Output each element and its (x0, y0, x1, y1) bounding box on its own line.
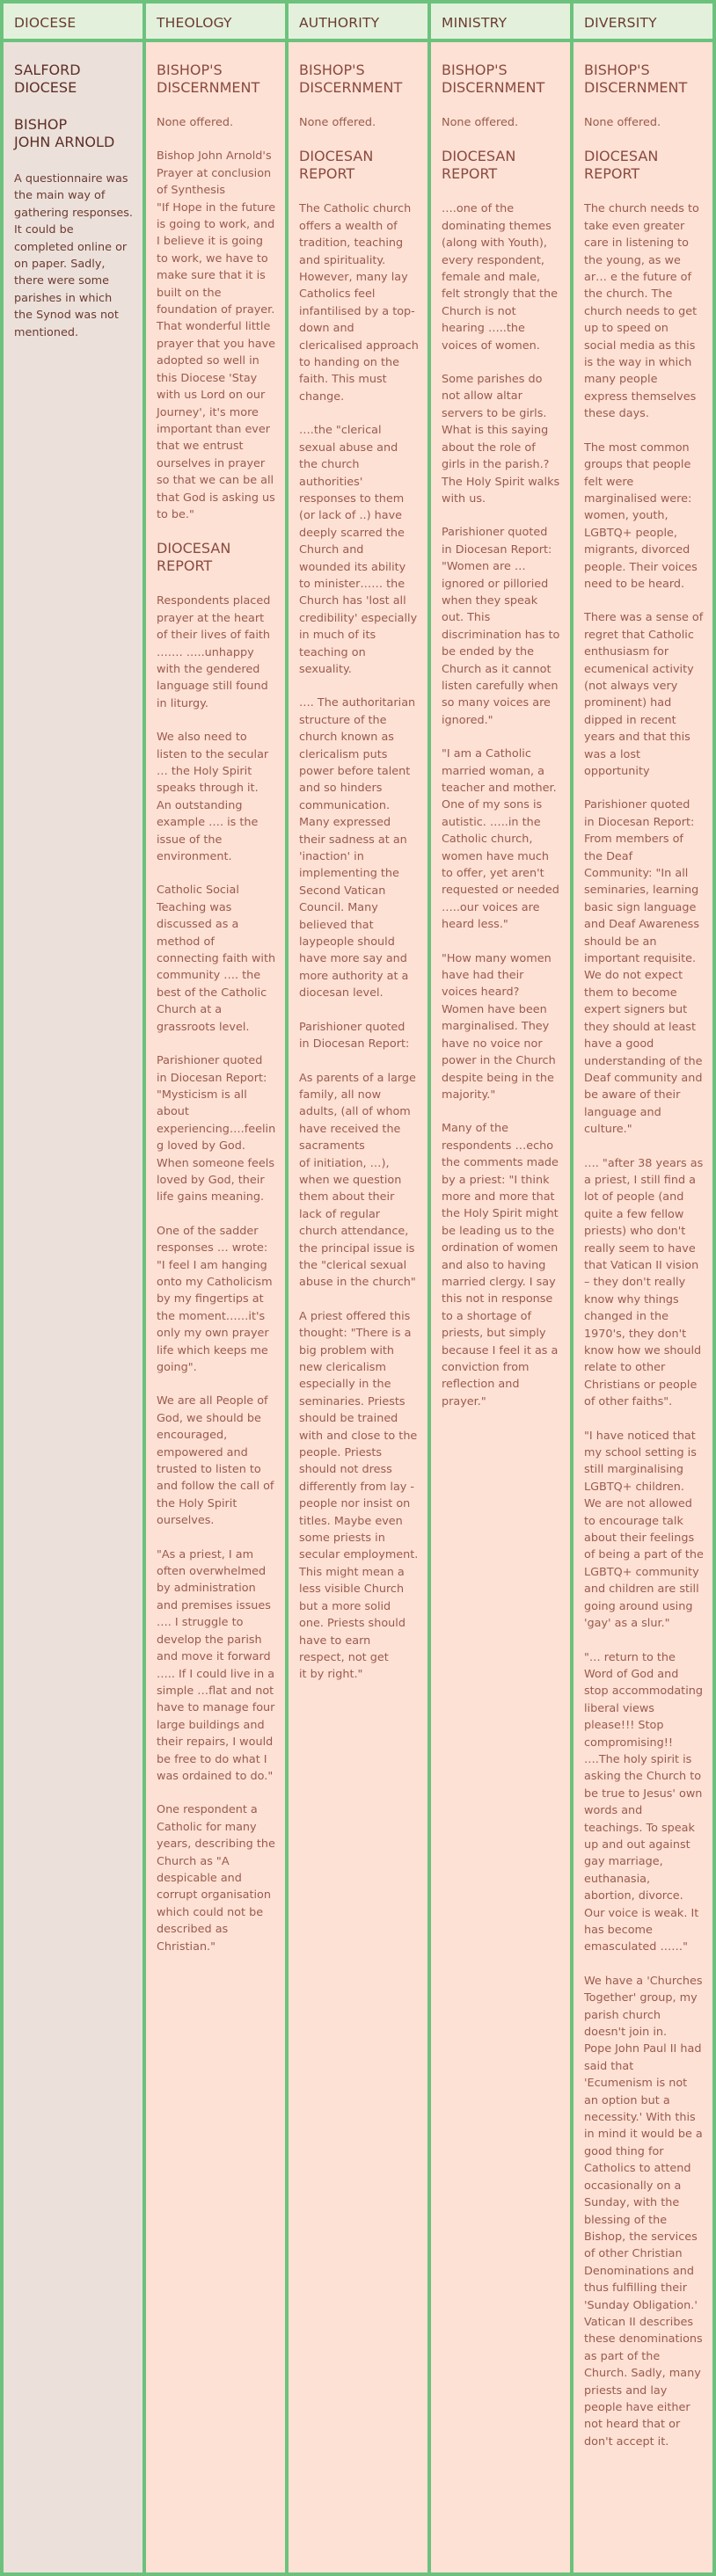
header-authority: AUTHORITY (289, 4, 427, 42)
paragraph: ….one of the dominating themes (along with Youth), every respondent, female and male, felt strongly that the Church is not hearing …..the voices of women. (442, 202, 558, 353)
bishops-discernment-heading: BISHOP'S DISCERNMENT (584, 62, 688, 96)
paragraph: Catholic Social Teaching was discussed as a method of connecting faith with community …. the best of the Catholic Church at a grassroots level. (157, 884, 276, 1034)
header-diocese: DIOCESE (4, 4, 142, 42)
authority-bishop-list (299, 114, 419, 131)
paragraph: None offered. (584, 116, 661, 129)
paragraph: We have a 'Churches Together' group, my parish church doesn't join in. Pope John Paul II had said that 'Ecumenism is not an option but a necessity.' With this in mind it would be a good thing for Catholics to attend occasionally on a Sunday, with the blessing of the Bishop, the services of other Christian Denominations and thus fulfilling their 'Sunday Obligation.' Vatican II describes these denominations as part of the Church. Sadly, many priests and lay people have either not heard that or don't accept it. (584, 1974, 703, 2449)
paragraph: The Catholic church offers a wealth of tradition, teaching and spirituality. However, many lay Catholics feel infantilised by a top-down and clericalised approach to handing on the faith. This must change. (299, 202, 419, 404)
bishops-discernment-heading: BISHOP'S DISCERNMENT (157, 62, 260, 96)
paragraph: One respondent a Catholic for many years, describing the Church as "A despicable and corrupt organisation which could not be described as Christian." (157, 1803, 275, 1954)
paragraph: None offered. (299, 116, 376, 129)
ministry-bishop-list (442, 114, 561, 131)
column-diversity (574, 4, 712, 2572)
diversity-bishop-list (584, 114, 704, 131)
diocesan-report-heading: DIOCESAN REPORT (584, 148, 659, 183)
paragraph: The church needs to take even greater care in listening to the young, as we ar… e the future of the church. The church needs to get up to speed on social media as this is the way in which many people express themselves these days. (584, 202, 699, 421)
paragraph: Bishop John Arnold's Prayer at conclusion of Synthesis "If Hope in the future is going to work, and I believe it is going to work, we have to make sure that it is built on the foundation of prayer. That wonderful little prayer that you have adopted so well in this Diocese 'Stay with us Lord on our Journey', it's more important than ever that we entrust ourselves in prayer so that we can be all that God is asking us to be." (157, 149, 276, 521)
header-ministry: MINISTRY (431, 4, 570, 42)
paragraph: Respondents placed prayer at the heart of their lives of faith ……. …..unhappy with the gendered language still found in liturgy. (157, 594, 271, 710)
bishop-name: BISHOP JOHN ARNOLD (14, 116, 115, 150)
diversity-report-list (584, 200, 704, 2450)
theology-bishop-list (157, 114, 276, 523)
bishops-discernment-heading: BISHOP'S DISCERNMENT (442, 62, 545, 96)
paragraph: ….the "clerical sexual abuse and the church authorities' responses to them (or lack of ..) have deeply scarred the Church and wounded its ability to minister…… the Church has 'lost all credibility' especially in much of its teaching on sexuality. (299, 424, 418, 676)
ministry-report-list (442, 200, 561, 1410)
paragraph: "I have noticed that my school setting is still marginalising LGBTQ+ children. We are not allowed to encourage talk about their feelings of being a part of the LGBTQ+ community and children are still going around using 'gay' as a slur." (584, 1429, 704, 1631)
diocesan-report-heading: DIOCESAN REPORT (299, 148, 374, 183)
paragraph: Parishioner quoted in Diocesan Report: (299, 1020, 410, 1052)
paragraph: We are all People of God, we should be encouraged, empowered and trusted to listen to and follow the call of the Holy Spirit ourselves. (157, 1394, 274, 1528)
paragraph: "As a priest, I am often overwhelmed by administration and premises issues …. I struggle to develop the parish and move it forward ….. If I could live in a simple …flat and not have to manage four large buildings and their repairs, I would be free to do what I was ordained to do." (157, 1547, 275, 1783)
diocese-name: SALFORD DIOCESE (14, 62, 81, 96)
column-theology (146, 4, 289, 2572)
paragraph: …. The authoritarian structure of the church known as clericalism puts power before talent and so hinders communication. Many expressed their sadness at an 'inaction' in implementing the Second Vatican Council. Many believed that laypeople should have more say and more authority at a diocesan level. (299, 696, 416, 1001)
paragraph: …. "after 38 years as a priest, I still find a lot of people (and quite a few fellow priests) who don't really seem to have that Vatican II vision – they don't really know why things changed in the 1970's, they don't know how we should relate to other Christians or people of other faiths". (584, 1156, 704, 1409)
paragraph: There was a sense of regret that Catholic enthusiasm for ecumenical activity (not always very prominent) had dipped in recent years and that this was a lost opportunity (584, 611, 704, 778)
paragraph: Parishioner quoted in Diocesan Report: "Women are … ignored or pilloried when they speak out. This discrimination has to be ended by the Church as it cannot listen carefully when so many voices are ignored." (442, 526, 560, 727)
bishops-discernment-heading: BISHOP'S DISCERNMENT (299, 62, 403, 96)
header-diversity: DIVERSITY (574, 4, 712, 42)
paragraph: Parishioner quoted in Diocesan Report: From members of the Deaf Community: "In all seminaries, learning basic sign language and Deaf Awareness should be an important requisite. We do not expect them to become expert signers but they should at least have a good understanding of the Deaf community and be aware of their language and culture." (584, 798, 703, 1137)
theology-report-list (157, 593, 276, 1955)
column-diocese (4, 4, 146, 2572)
paragraph: The most common groups that people felt were marginalised were: women, youth, LGBTQ+ people, migrants, divorced people. Their voices need to be heard. (584, 440, 698, 591)
column-ministry (431, 4, 574, 2572)
paragraph: One of the sadder responses … wrote: "I feel I am hanging onto my Catholicism by my fingertips at the moment……it's only my own prayer life which keeps me going". (157, 1224, 273, 1374)
paragraph: None offered. (442, 116, 519, 129)
paragraph: Many of the respondents …echo the comments made by a priest: "I think more and more that the Holy Spirit might be leading us to the ordination of women and also to having married clergy. I say this not in response to a shortage of priests, but simply because I feel it as a conviction from reflection and prayer." (442, 1122, 559, 1408)
paragraph: Some parishes do not allow altar servers to be girls. What is this saying about the role of girls in the parish.? The Holy Spirit walks with us. (442, 373, 560, 506)
paragraph: "How many women have had their voices heard? Women have been marginalised. They have no voice nor power in the Church despite being in the majority." (442, 951, 556, 1102)
paragraph: None offered. (157, 116, 234, 129)
column-authority (289, 4, 431, 2572)
authority-report-list (299, 200, 419, 1683)
paragraph: We also need to listen to the secular … the Holy Spirit speaks through it. An outstanding example …. is the issue of the environment. (157, 731, 269, 864)
paragraph: "… return to the Word of God and stop accommodating liberal views please!!! Stop compromising!! ….The holy spirit is asking the Church to be true to Jesus' own words and teachings. To speak up and out against gay marriage, euthanasia, abortion, divorce. Our voice is weak. It has become emasculated ……" (584, 1650, 703, 1954)
diocese-description: A questionnaire was the main way of gathering responses. It could be completed online or on paper. Sadly, there were some parishes in which the Synod was not mentioned. (14, 172, 133, 339)
paragraph: As parents of a large family, all now adults, (all of whom have received the sacraments of initiation, …), when we question them about their lack of regular church attendance, the principal issue is the "clerical sexual abuse in the church" (299, 1071, 416, 1290)
header-theology: THEOLOGY (146, 4, 285, 42)
paragraph: Parishioner quoted in Diocesan Report: "Mysticism is all about experiencing….feeling loved by God. When someone feels loved by God, their life gains meaning. (157, 1054, 276, 1204)
paragraph: "I am a Catholic married woman, a teacher and mother. One of my sons is autistic. …..in the Catholic church, women have much to offer, yet aren't requested or needed …..our voices are heard less." (442, 747, 559, 932)
diocesan-report-heading: DIOCESAN REPORT (442, 148, 516, 183)
paragraph: A priest offered this thought: "There is a big problem with new clericalism especially in the seminaries. Priests should be trained with and close to the people. Priests should not dress differently from lay - people nor insist on titles. Maybe even some priests in secular employment. This might mean a less visible Church but a more solid one. Priests should have to earn respect, not get it by right." (299, 1309, 419, 1682)
diocesan-report-heading: DIOCESAN REPORT (157, 540, 231, 575)
